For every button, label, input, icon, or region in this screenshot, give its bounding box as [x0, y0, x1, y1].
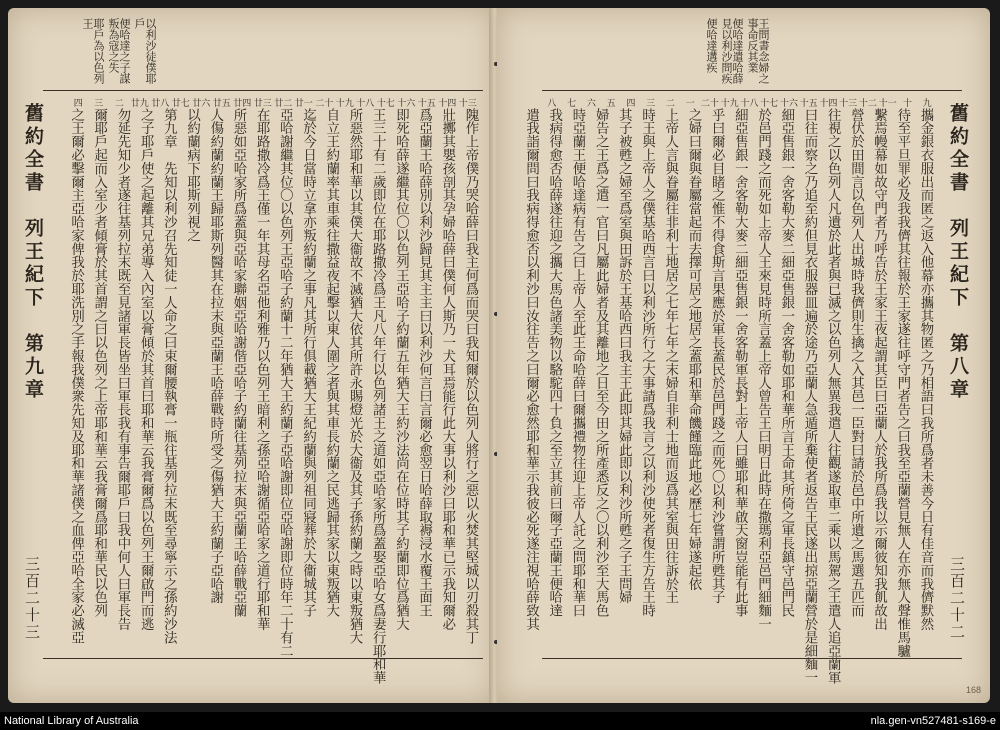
text-line: 時王與上帝人之僕基哈西言曰以利沙所行之大事請爲我言之以利沙使死者復生方告王時 — [639, 108, 655, 618]
verse-number: 廿七 — [171, 99, 190, 109]
text-line: 所惡然耶和華以其僕大衞故不滅猶大依其所許永賜燈光於大衞及其子孫約蘭之時以東叛猶大 — [346, 108, 362, 644]
side-note: 耶戶為以色列王 — [81, 18, 105, 84]
text-line: 攜金銀衣服出而匿之返入他幕亦攜其物匿之乃相語曰我所爲者未善今日有佳音而我儕默然 — [918, 108, 933, 631]
verse-number: 二十 — [315, 99, 334, 109]
verse-number: 十 — [902, 99, 912, 109]
verse-number: 十三 — [458, 99, 477, 109]
right-body-text — [523, 108, 937, 685]
verse-number: 四 — [73, 99, 83, 109]
side-note: 便哈達之子謀叛為寇之失 — [107, 18, 131, 84]
archive-footer — [0, 712, 1000, 730]
text-line: 之王爾必擊爾主亞哈家俾我於耶洗別之手報我僕衆先知及耶和華諸僕之血俾亞哈全家必滅亞 — [68, 108, 84, 644]
text-line: 亞哈謝繼其位〇以色列王亞哈子約蘭十二年猶大王約蘭子亞哈謝即位亞哈謝即位時年二十有二 — [277, 108, 293, 658]
text-line: 以約蘭病下耶斯列視之 — [184, 108, 200, 242]
verse-number: 十九 — [720, 99, 739, 109]
text-line: 所惡如亞哈家所爲蓋與亞哈家聯姻亞哈謝偕亞哈子約蘭往基列拉末與亞蘭王哈薛戰亞蘭 — [230, 108, 246, 618]
verse-number: 十七 — [376, 99, 395, 109]
text-line: 之子耶戶使之起離其兄弟導入內室以膏傾於其首曰耶和華云我膏爾爲以色列王爾啟門而逃 — [138, 108, 154, 631]
left-page — [8, 8, 495, 703]
text-line: 第九章 先知以利沙召先知徒一人命之曰束爾腰執膏一瓶往基列拉末既至尋寧示之孫約沙法 — [161, 108, 177, 644]
verse-number: 十九 — [335, 99, 354, 109]
pencil-page-mark: 168 — [966, 685, 982, 695]
text-line: 壯擲其嬰孩剖其孕婦哈薛曰僕何人斯乃一犬耳焉能行此大事以利沙曰耶和華已示我知爾必 — [439, 108, 455, 631]
text-line: 營伏於田間言以色列人出城時我儕則生擒之入其邑一臣對曰請於邑中所遺之馬選五匹而 — [848, 108, 864, 618]
side-note: 便哈達遣哈薛見以利沙問疾 — [720, 18, 744, 84]
text-line: 迄於今日當時立拿亦叛約蘭之事凡其所行俱載猶大王紀約蘭與列祖同寢葬於大衞城其子 — [300, 108, 316, 618]
text-line: 爲亞蘭王哈薛別以利沙歸見其主主曰以利沙何言曰言爾必愈翌日哈薛取褥浸水覆王面王 — [416, 108, 432, 618]
text-line: 時亞蘭王便哈達病有告之曰上帝人至此王命哈薛曰爾攜禮物往迎上帝人託之問耶和華曰 — [569, 108, 585, 618]
left-body-text — [56, 108, 482, 685]
header-rule — [542, 90, 962, 91]
archive-identifier: nla.gen-vn527481-s169-e — [870, 715, 996, 727]
verse-number: 十八 — [740, 99, 759, 109]
text-line: 細亞售銀一舍客勒大麥二細亞售銀一舍客勒軍長對上帝人曰雖耶和華啟天窗豈能有此事 — [732, 108, 748, 618]
verse-number: 十六 — [397, 99, 416, 109]
verse-number: 十五 — [799, 99, 818, 109]
text-line: 即死哈薛遂繼其位〇以色列王亞哈子約蘭五年猶大王約沙法尚在位時其子約蘭即位爲猶大 — [393, 108, 409, 631]
verse-number: 三 — [646, 99, 656, 109]
text-line: 繫焉幔幕如故守門者乃呼告於王家王夜起謂其臣曰亞蘭人於我所爲我以示爾彼知我飢故出 — [871, 108, 887, 631]
verse-number: 二十 — [700, 99, 719, 109]
verse-number: 十五 — [417, 99, 436, 109]
verse-number: 二 — [114, 99, 124, 109]
text-line: 人傷約蘭約蘭王歸耶斯列醫其在拉末與亞蘭王哈薛戰時所受之傷猶大王約蘭子亞哈謝 — [207, 108, 223, 604]
verse-number: 十四 — [819, 99, 838, 109]
text-line: 遣我詣爾問曰我病得愈否以利沙曰汝往告之曰爾必愈然耶和華示我彼必死遂注視哈薛致其 — [523, 108, 539, 631]
page-number: 三百二十二 — [948, 556, 966, 641]
text-line: 婦告之王爲之遣一官曰凡屬此婦者及其離地之日至今田之所產悉反之〇以利沙至大馬色 — [593, 108, 609, 618]
text-line: 其子被甦之婦至爲室與田訴於王基哈西曰我主王此即其婦此即以利沙所甦之子王問婦 — [616, 108, 632, 604]
running-title: 舊約全書 列王紀下 第九章 — [22, 103, 44, 402]
verse-number: 廿三 — [253, 99, 272, 109]
verse-number: 八 — [547, 99, 557, 109]
text-line: 往視之以色列人凡遺於此者與已滅之以色列人無異我遣人往觀遂取車二乘以馬駕之王遣人追亞蘭軍 — [825, 108, 841, 685]
side-note: 王問書念婦之事命反其業 — [746, 18, 770, 84]
right-side-notes — [702, 18, 769, 88]
verse-number: 七 — [567, 99, 577, 109]
text-line: 上帝人言與眷屬往非利士地居之七年七年之末婦自非利士地而返爲其室與田往訴於王 — [662, 108, 678, 604]
text-line: 隗作上帝僕乃哭哈薛曰我主何爲而哭曰我知爾於以色列人將行之惡以火焚其堅城以刃殺其丁 — [463, 108, 478, 644]
verse-number: 十六 — [779, 99, 798, 109]
verse-number: 廿一 — [294, 99, 313, 109]
verse-number: 一 — [685, 99, 695, 109]
verse-number: 十三 — [839, 99, 858, 109]
verse-number: 二 — [665, 99, 675, 109]
verse-number: 廿八 — [151, 99, 170, 109]
text-line: 爾耶戶起而入室少者傾膏於其首謂之曰以色列之上帝耶和華云我膏爾爲耶和華民以色列 — [91, 108, 107, 618]
text-line: 曰往而察之乃追至約但見衣服器皿遍於途乃亞蘭人急遁所棄使者返告王民遂出掠亞蘭營於是細麵一 — [801, 108, 817, 685]
verse-number: 九 — [922, 99, 932, 109]
verse-number: 廿四 — [233, 99, 252, 109]
bottom-rule — [43, 658, 483, 659]
text-line: 自立王約蘭率其車乘往撒益夜起擊以東人圍之者與其車長約蘭之民逃歸其家以東叛猶大 — [323, 108, 339, 618]
verse-number: 十四 — [438, 99, 457, 109]
left-side-notes — [78, 18, 156, 88]
text-line: 勿延先知少者遂往基列拉末既至見諸軍長皆坐曰軍長我有事告爾耶戶曰我中何人曰軍長告 — [114, 108, 130, 631]
text-line: 王三十有二歲即位在耶路撒冷爲王凡八年行以色列諸王之道如亞哈家所爲蓋娶亞哈女爲妻行耶和華 — [370, 108, 386, 685]
verse-number: 廿九 — [130, 99, 149, 109]
verse-number: 十七 — [760, 99, 779, 109]
verse-number: 廿六 — [192, 99, 211, 109]
text-line: 我病得愈否哈薛遂往迎之攜大馬色諸美物以駱駝四十負之至立其前曰爾子亞蘭王便哈達 — [546, 108, 562, 618]
running-title: 舊約全書 列王紀下 第八章 — [947, 103, 969, 402]
verse-number: 六 — [586, 99, 596, 109]
side-note: 便哈達遘疾 — [705, 18, 718, 73]
right-page — [497, 8, 990, 703]
verse-number: 四 — [626, 99, 636, 109]
verse-number: 十八 — [356, 99, 375, 109]
header-rule — [43, 90, 483, 91]
text-line: 在耶路撒冷爲王僅一年其母名亞他利雅乃以色列王暗利之孫亞哈謝循亞哈家之道行耶和華 — [254, 108, 270, 631]
text-line: 待至平旦罪必及我我儕其往報於王家遂往呼守門者告之曰我至亞蘭營見無人在亦無人聲惟馬驢 — [894, 108, 910, 658]
side-note: 以利沙徒僕耶戶 — [133, 18, 157, 84]
verse-number: 五 — [606, 99, 616, 109]
bottom-rule — [542, 658, 962, 659]
library-name: National Library of Australia — [4, 715, 139, 727]
verse-number: 三 — [94, 99, 104, 109]
page-number: 三百二十三 — [23, 556, 41, 641]
verse-number: 十一 — [878, 99, 897, 109]
text-line: 乎曰爾必目睹之惟不得食斯言果應於軍長蓋民於邑門踐之而死〇以利沙嘗謂所甦其子 — [709, 108, 725, 604]
text-line: 於邑門踐之而死如上帝人王來見時所言蓋上帝人曾告王曰明日此時在撒瑪利亞邑門細麵一 — [755, 108, 771, 631]
verse-number: 廿五 — [212, 99, 231, 109]
text-line: 細亞售銀一舍客勒大麥二細亞售銀一舍客勒如耶和華所言王命其所倚之軍長鎮守邑門民 — [778, 108, 794, 618]
verse-number: 廿二 — [274, 99, 293, 109]
verse-number: 十二 — [858, 99, 877, 109]
text-line: 之婦曰爾與眷屬當起而去擇可居之地居之蓋耶和華命饑饉臨此地必歷七年婦遂起依 — [685, 108, 701, 591]
